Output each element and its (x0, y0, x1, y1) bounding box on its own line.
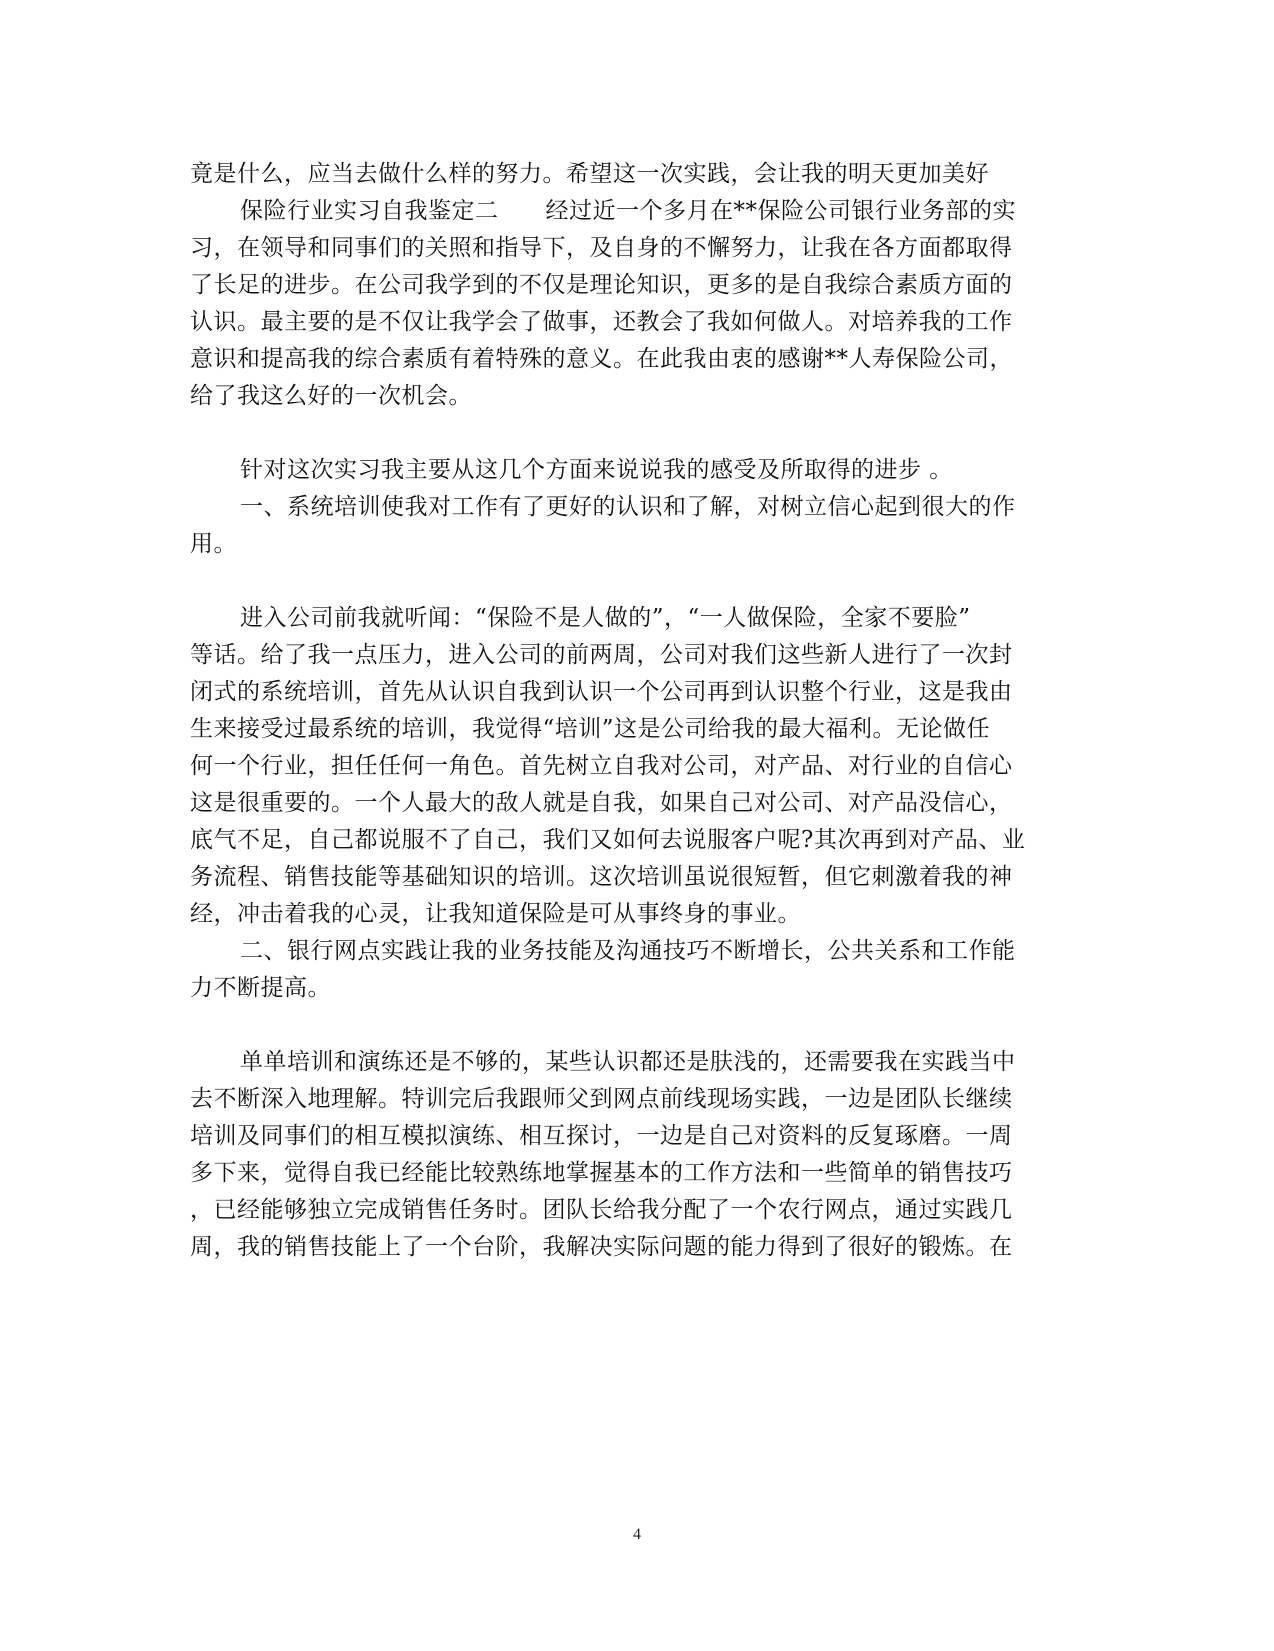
text-line: 去不断深入地理解。特训完后我跟师父到网点前线现场实践，一边是团队长继续 (190, 1086, 1013, 1112)
text-line: 习，在领导和同事们的关照和指导下，及自身的不懈努力，让我在各方面都取得 (190, 235, 1013, 261)
text-line: 多下来，觉得自我已经能比较熟练地掌握基本的工作方法和一些简单的销售技巧 (190, 1160, 1013, 1186)
text-line: 竟是什么，应当去做什么样的努力。希望这一次实践，会让我的明天更加美好 (190, 161, 989, 187)
text-line: 务流程、销售技能等基础知识的培训。这次培训虽说很短暂，但它刺激着我的神 (190, 864, 1013, 890)
text-line: 闭式的系统培训，首先从认识自我到认识一个公司再到认识整个行业，这是我由 (190, 679, 1013, 705)
text-line: 意识和提高我的综合素质有着特殊的意义。在此我由衷的感谢**人寿保险公司， (190, 346, 1013, 372)
text-line: 保险行业实习自我鉴定二 经过近一个多月在**保险公司银行业务部的实 (240, 198, 1016, 224)
text-line: 经，冲击着我的心灵，让我知道保险是可从事终身的事业。 (190, 901, 801, 927)
text-line: 底气不足，自己都说服不了自己，我们又如何去说服客户呢?其次再到对产品、业 (190, 827, 1026, 853)
text-line: 培训及同事们的相互模拟演练、相互探讨，一边是自己对资料的反复琢磨。一周 (190, 1123, 1013, 1149)
text-line: 单单培训和演练还是不够的，某些认识都还是肤浅的，还需要我在实践当中 (240, 1049, 1016, 1075)
text-line: 生来接受过最系统的培训，我觉得“培训”这是公司给我的最大福利。无论做任 (190, 716, 991, 742)
text-line: 一、系统培训使我对工作有了更好的认识和了解，对树立信心起到很大的作 (240, 494, 1016, 520)
text-line: ，已经能够独立完成销售任务时。团队长给我分配了一个农行网点，通过实践几 (190, 1197, 1013, 1223)
text-line: 力不断提高。 (190, 975, 331, 1001)
text-line: 用。 (190, 531, 237, 557)
text-line: 这是很重要的。一个人最大的敌人就是自我，如果自己对公司、对产品没信心， (190, 790, 1013, 816)
text-line: 进入公司前我就听闻：“保险不是人做的”，“一人做保险，全家不要脸” (240, 605, 971, 631)
text-line: 认识。最主要的是不仅让我学会了做事，还教会了我如何做人。对培养我的工作 (190, 309, 1013, 335)
text-line: 给了我这么好的一次机会。 (190, 383, 472, 409)
text-line: 了长足的进步。在公司我学到的不仅是理论知识，更多的是自我综合素质方面的 (190, 272, 1013, 298)
page-number: 4 (633, 1526, 641, 1543)
text-line: 针对这次实习我主要从这几个方面来说说我的感受及所取得的进步 。 (240, 457, 953, 483)
text-line: 等话。给了我一点压力，进入公司的前两周，公司对我们这些新人进行了一次封 (190, 642, 1013, 668)
body-text (190, 156, 1070, 1266)
text-line: 周，我的销售技能上了一个台阶，我解决实际问题的能力得到了很好的锻炼。在 (190, 1234, 1013, 1260)
text-line: 何一个行业，担任任何一角色。首先树立自我对公司，对产品、对行业的自信心 (190, 753, 1013, 779)
text-line: 二、银行网点实践让我的业务技能及沟通技巧不断增长，公共关系和工作能 (240, 938, 1016, 964)
